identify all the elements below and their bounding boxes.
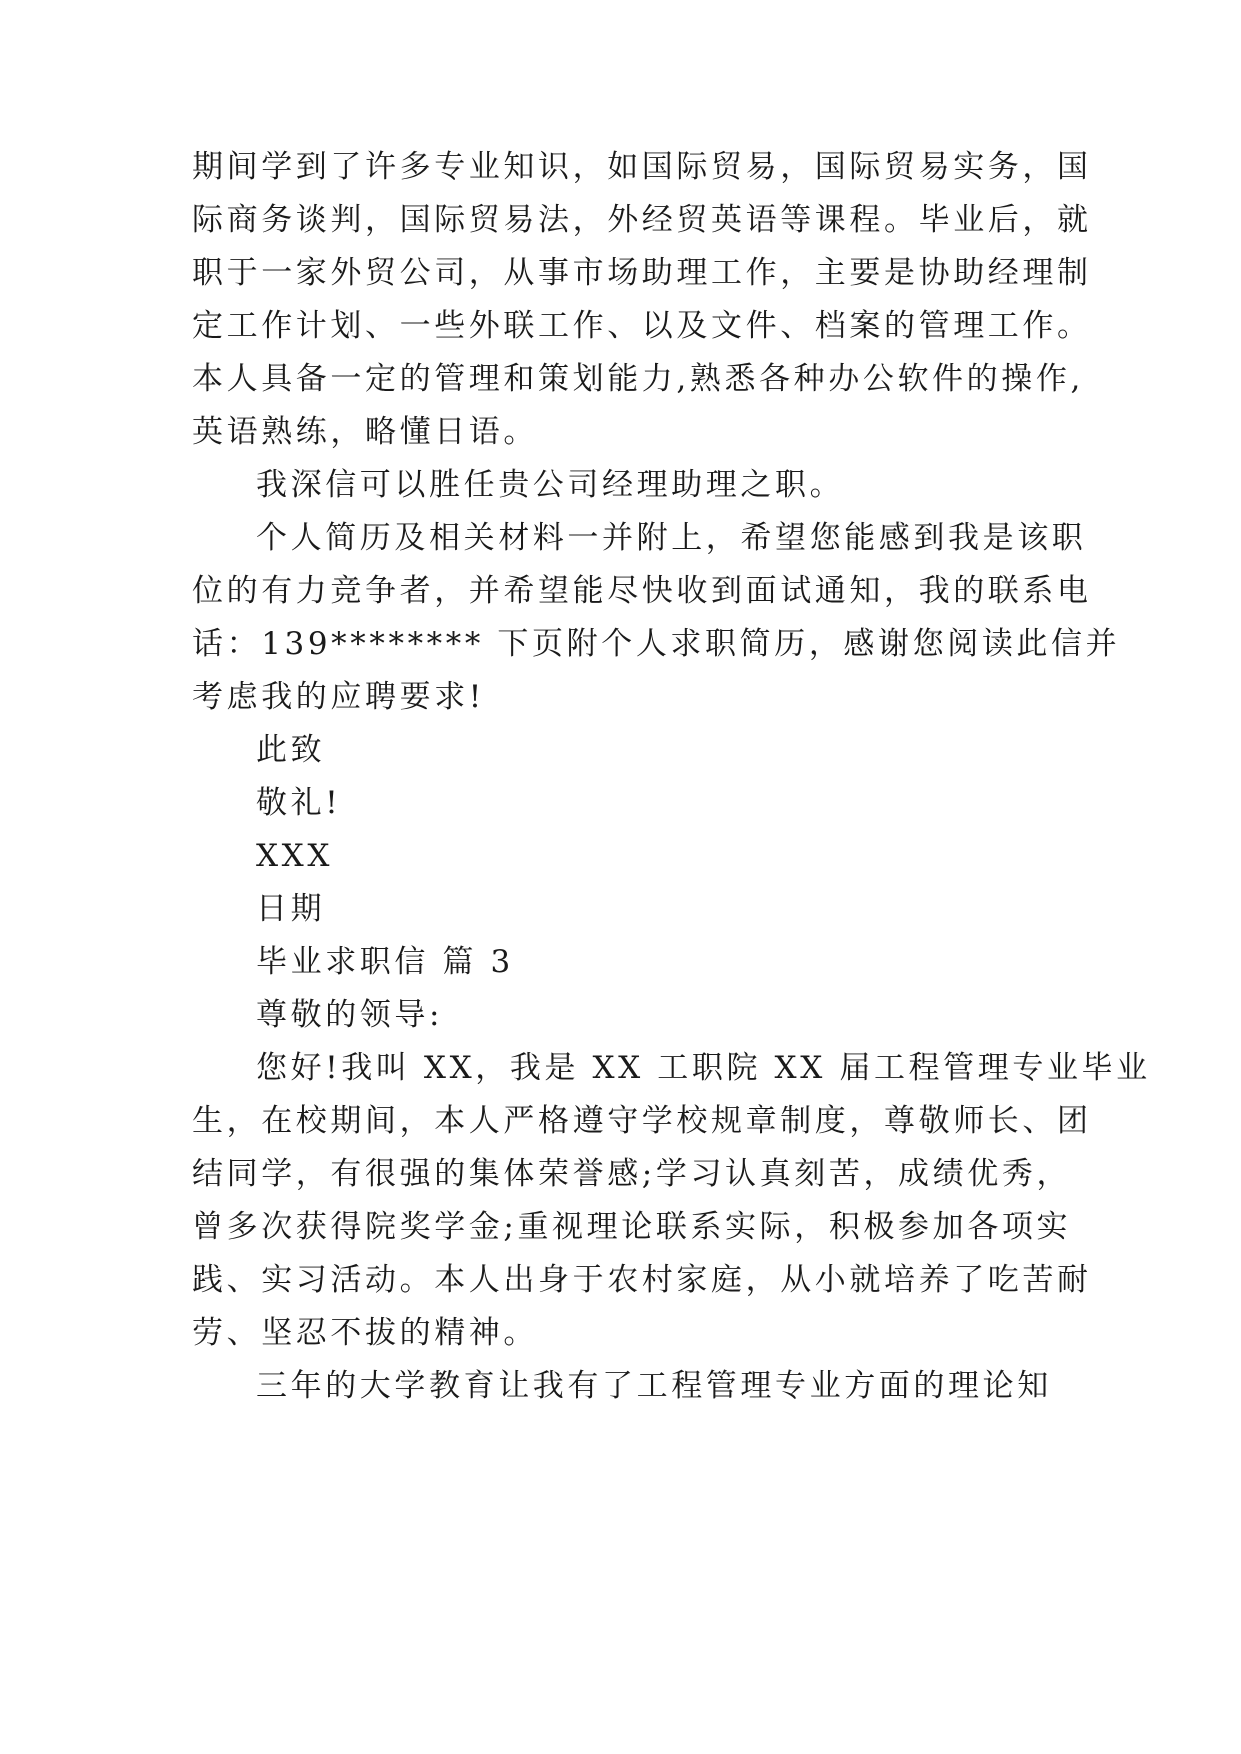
body-text-line: 本人具备一定的管理和策划能力,熟悉各种办公软件的操作, [192,361,1084,397]
body-text-line: 结同学，有很强的集体荣誉感;学习认真刻苦，成绩优秀， [192,1156,1072,1192]
body-text-line: 英语熟练，略懂日语。 [192,414,538,450]
paragraph-first-line: 个人简历及相关材料一并附上，希望您能感到我是该职 [256,520,1087,556]
body-text-line: 考虑我的应聘要求! [192,679,485,715]
body-text-line: 际商务谈判，国际贸易法，外经贸英语等课程。毕业后，就 [192,202,1092,238]
signature-name: XXX [256,838,334,874]
body-text-line: 生，在校期间，本人严格遵守学校规章制度，尊敬师长、团 [192,1103,1092,1139]
body-text-line: 定工作计划、一些外联工作、以及文件、档案的管理工作。 [192,308,1092,344]
body-text-line: 期间学到了许多专业知识，如国际贸易，国际贸易实务，国 [192,149,1092,185]
body-text-line: 职于一家外贸公司，从事市场助理工作，主要是协助经理制 [192,255,1092,291]
body-text-line: 曾多次获得院奖学金;重视理论联系实际，积极参加各项实 [192,1209,1072,1245]
body-text-line: 位的有力竞争者，并希望能尽快收到面试通知，我的联系电 [192,573,1092,609]
paragraph-first-line: 我深信可以胜任贵公司经理助理之职。 [256,467,845,503]
body-text-line: 话：139******** 下页附个人求职简历，感谢您阅读此信并 [192,626,1121,662]
signature-date: 日期 [256,891,326,927]
closing-salutation: 敬礼! [256,785,342,821]
salutation: 尊敬的领导: [256,997,444,1033]
paragraph-first-line: 您好!我叫 XX，我是 XX 工职院 XX 届工程管理专业毕业 [256,1050,1151,1086]
body-text-line: 劳、坚忍不拔的精神。 [192,1315,538,1351]
section-title: 毕业求职信 篇 3 [256,944,514,980]
closing-line: 此致 [256,732,326,768]
paragraph-first-line: 三年的大学教育让我有了工程管理专业方面的理论知 [256,1368,1052,1404]
body-text-line: 践、实习活动。本人出身于农村家庭，从小就培养了吃苦耐 [192,1262,1092,1298]
